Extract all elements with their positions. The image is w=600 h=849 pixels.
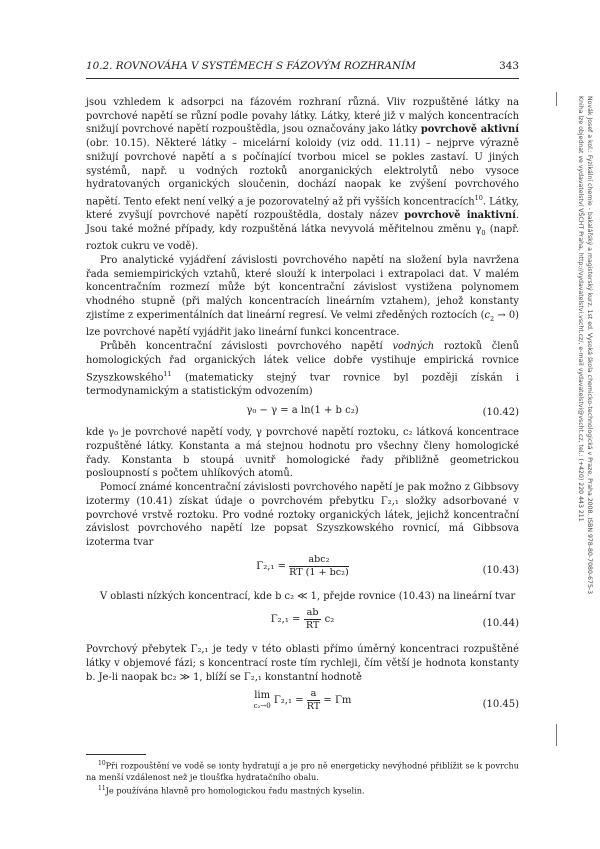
chapter-title: 10.2. ROVNOVÁHA V SYSTÉMECH S FÁZOVÝM ROZHRANÍM [86,60,416,72]
footnote-ref-11[interactable]: 11 [163,369,172,378]
page-number: 343 [499,60,519,72]
footnotes [86,758,519,797]
side-note-line-2: Kniha lze objednat ve vydavatelství VŠCHT Praha, http://vydavatelstvi.vscht.cz/, e-mail vydavatelstvi@vscht.cz, tel.: (+420) 220 443 211 [577,96,584,522]
paragraph-5: Pomocí známé koncentrační závislosti povrchového napětí je pak možno z Gibbsovy izotermy (10.41) získat údaje o povrchovém přebytku Γ₂,₁ složky adsorbované v povrchové vrstvě roztoku. Pro vodné roztoky organických látek, jejichž koncentrační závislost povrchového napětí lze popsat Szyszkowského rovnicí, má Gibbsova izoterma tvar [86,482,519,548]
footnote-10: $^{10}$Při rozpouštění ve vodě se ionty hydratují a je pro ně energeticky nevýhodné přiblížit se k povrchu na menší vzdálenost než je tloušťka hydratačního obalu. [86,760,519,782]
main-text [86,96,519,724]
margin-bar-bottom [556,724,557,746]
paragraph-4: kde γ₀ je povrchové napětí vody, γ povrchové napětí roztoku, c₂ látková koncentrace rozpuštěné látky. Konstanta a má stejnou hodnotu pro všechny členy homologické řady. Konstanta b stoupá uvnitř homologické řady přibližně geometrickou posloupností s počtem uhlíkových atomů. [86,427,519,480]
footnote-rule [86,754,146,755]
paragraph-2: Pro analytické vyjádření závislosti povrchového napětí na složení byla navržena řada semiempirických vztahů, které slouží k interpolaci i extrapolaci dat. V malém koncentračním rozmezí může být koncentrační závislost vystižena polynomem vhodného stupně (při malých koncentracích lineárním vztahem), jehož konstanty zjistíme z experimentálních dat lineární regresí. Ve velmi zředěných roztocích $(c_2 \to 0)$ lze povrchové napětí vyjádřit jako lineární funkci koncentrace. [86,255,520,339]
running-header [86,60,519,72]
term-surface-active: povrchově aktivní [420,124,519,136]
equation-10-44: Γ₂,₁ = $\frac{ab}{RT}$ c₂ (10.44) [270,607,519,632]
term-surface-inactive: povrchově inaktivní [404,209,516,221]
footnote-ref-10[interactable]: 10 [474,193,483,202]
equation-10-43: Γ₂,₁ = $\frac{\text{abc₂}}{\text{RT (1 + bc₂)}}$ (10.43) [256,553,519,578]
fraction: $\frac{a}{RT}$ [306,688,321,713]
side-note-line-1: Novák Josef a kol.: Fyzikální chemie - bakalářský a magisterský kurz. 1st ed. Vysoká škola chemicko-technologická v Praze, Praha 2008. ISBN 978-80-7080-675-3 [586,96,593,595]
margin-bar-top [556,92,557,106]
equation-number: (10.44) [482,618,519,630]
fraction: $\frac{\text{abc₂}}{\text{RT (1 + bc₂)}}$ [289,553,349,578]
equation-body: γ₀ − γ = a ln(1 + b c₂) [246,405,359,417]
limit-operator: lim c₂→0 [253,689,271,710]
paragraph-3: Průběh koncentrační závislosti povrchového napětí vodných roztoků členů homologických řad organických látek velice dobře vystihuje empirická rovnice Szyszkowského$^{11}$ (matematicky stejný tvar rovnice byl později získán i termodynamickým a statistickým odvozením) [86,341,519,397]
paragraph-6: V oblasti nízkých koncentrací, kde b c₂ ≪ 1, přejde rovnice (10.43) na lineární tvar [100,590,516,602]
header-rule [86,78,519,79]
equation-number: (10.45) [482,699,519,711]
equation-number: (10.43) [482,564,519,576]
equation-number: (10.42) [482,407,519,419]
equation-10-45: lim c₂→0 Γ₂,₁ = $\frac{a}{RT}$ = Γm (10.45) [253,688,519,713]
footnote-11: $^{11}$Je používána hlavně pro homologickou řadu mastných kyselin. [98,785,365,796]
equation-10-42 [86,398,519,426]
paragraph-7: Povrchový přebytek Γ₂,₁ je tedy v této oblasti přímo úměrný koncentraci rozpuštěné látky v objemové fázi; s koncentrací roste tím rychleji, čím větší je hodnota konstanty b. Je-li naopak bc₂ ≫ 1, blíží se Γ₂,₁ konstantní hodnotě [86,644,519,683]
fraction: $\frac{ab}{RT}$ [304,607,322,632]
copyright-side-note [566,96,594,606]
paragraph-1: jsou vzhledem k adsorpci na fázovém rozhraní různá. Vliv rozpuštěné látky na povrchové napětí se různí podle povahy látky. Látky, které již v malých koncentracích snižují povrchové napětí rozpouštědla, jsou označovány jako látky povrchově aktivní (obr. 10.15). Některé látky – micelární koloidy (viz odd. 11.11) – nejprve výrazně snižují povrchové napětí a s počínající tvorbou micel se pokles zastaví. U jiných systémů, např. u vodných roztoků anorganických elektrolytů nebo vysoce hydratovaných organických sloučenin, dochází naopak ke zvýšení povrchového napětí. Tento efekt není velký a je pozorovatelný až při vyšších koncentracích$^{10}$. Látky, které zvyšují povrchové napětí rozpouštědla, dostaly název povrchově inaktivní. Jsou také možné případy, kdy rozpuštěná látka nevyvolá měřitelnou změnu $\gamma_0$ (např. roztok cukru ve vodě). [86,97,519,253]
